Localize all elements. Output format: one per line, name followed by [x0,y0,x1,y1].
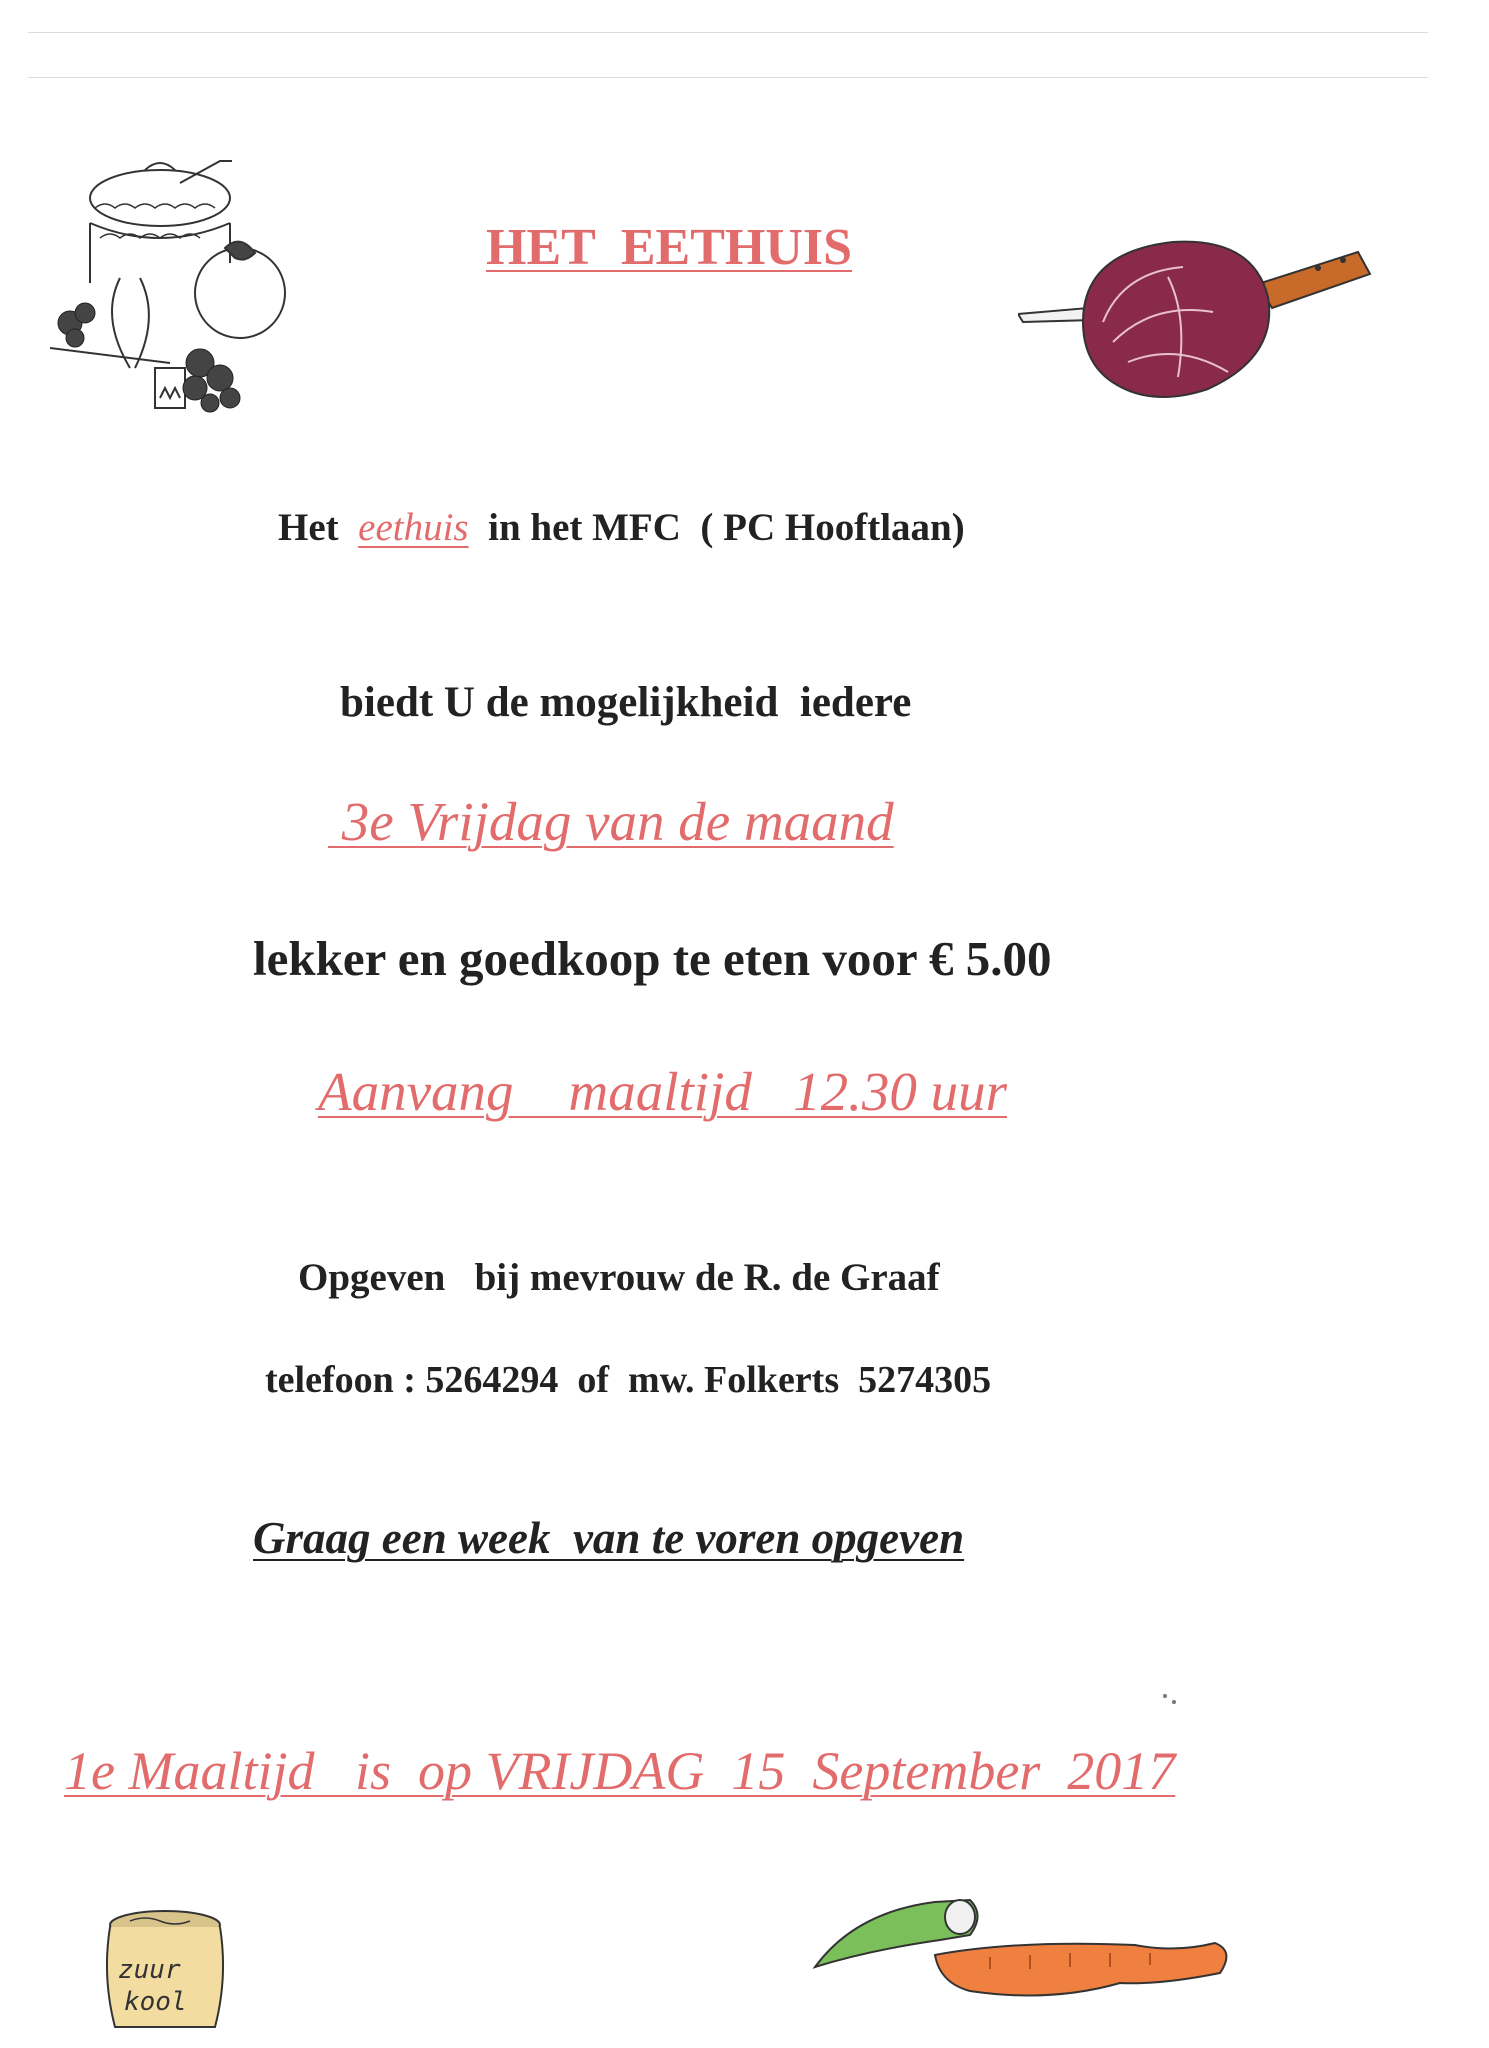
offer-line: biedt U de mogelijkheid iedere [340,679,912,726]
intro-line [278,505,965,550]
intro-prefix: Het [278,506,349,549]
intro-suffix: in het MFC ( PC Hooftlaan) [468,506,965,549]
cooking-pot-vegetables-drawing [50,148,300,413]
first-meal-line: 1e Maaltijd is op VRIJDAG 15 September 2017 [64,1741,1176,1801]
scan-line-second [28,77,1428,78]
jar-label-line2: kool [124,1987,187,2017]
advance-notice-line: Graag een week van te voren opgeven [253,1513,965,1563]
price-line: lekker en goedkoop te eten voor € 5.00 [253,931,1052,986]
sauerkraut-jar-drawing [100,1905,230,2035]
scan-speck [1163,1694,1167,1698]
schedule-line: 3e Vrijdag van de maand [328,791,894,852]
scan-line-top [28,32,1428,33]
scan-speck [1172,1700,1176,1704]
page-title: HET EETHUIS [486,219,853,276]
phone-line: telefoon : 5264294 of mw. Folkerts 5274305 [265,1359,992,1401]
jar-label-line1: zuur [118,1955,181,1985]
red-cabbage-knife-drawing [1018,232,1378,407]
signup-line: Opgeven bij mevrouw de R. de Graaf [298,1256,940,1299]
cucumber-carrot-drawing [810,1895,1250,2045]
intro-highlight: eethuis [358,506,469,549]
start-time-line: Aanvang maaltijd 12.30 uur [318,1061,1008,1122]
